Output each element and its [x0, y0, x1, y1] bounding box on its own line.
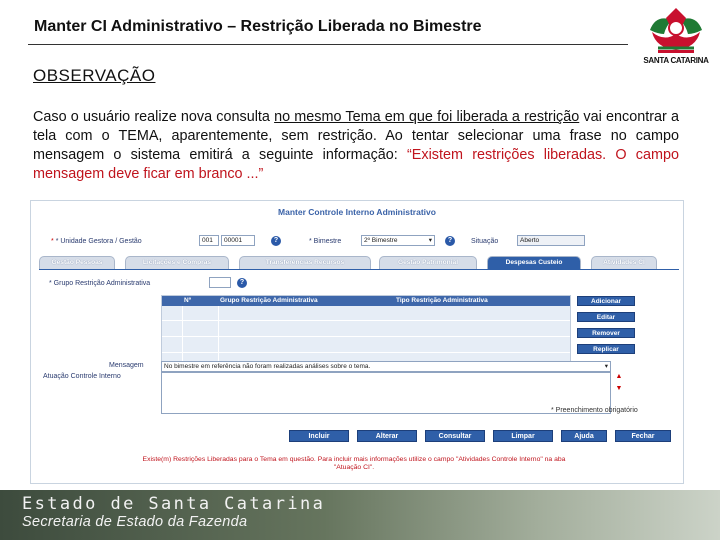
remover-button[interactable]: Remover: [577, 328, 635, 338]
chevron-down-icon: ▾: [604, 363, 608, 370]
col-header-grupo: Grupo Restrição Administrativa: [220, 297, 318, 304]
fechar-button[interactable]: Fechar: [615, 430, 671, 442]
app-screenshot: [30, 200, 684, 484]
col-header-tipo: Tipo Restrição Administrativa: [396, 297, 488, 304]
editar-button[interactable]: Editar: [577, 312, 635, 322]
help-icon[interactable]: ?: [271, 236, 281, 246]
replicar-button[interactable]: Replicar: [577, 344, 635, 354]
title-divider: [28, 44, 628, 45]
limpar-button[interactable]: Limpar: [493, 430, 553, 442]
unidade-gestora-label: * * Unidade Gestora / Gestão: [51, 238, 142, 245]
footer-state-name: Estado de Santa Catarina: [22, 494, 326, 514]
tab-atividades-ci[interactable]: Atividades CI: [591, 256, 657, 269]
alterar-button[interactable]: Alterar: [357, 430, 417, 442]
unidade-gestora-field[interactable]: 001: [199, 235, 219, 246]
bimestre-select[interactable]: [361, 235, 435, 246]
atuacao-textarea[interactable]: [161, 372, 611, 414]
arrow-up-icon[interactable]: ▲: [615, 373, 623, 380]
observation-paragraph: [33, 108, 679, 184]
bimestre-label: * Bimestre: [309, 238, 342, 245]
screen-title: Manter Controle Interno Administrativo: [278, 207, 436, 217]
grupo-restricao-field[interactable]: [209, 277, 231, 288]
table-row[interactable]: [162, 352, 570, 353]
para-underlined-text: no mesmo Tema em que foi liberada a restrição: [274, 109, 580, 125]
unidade-gestora-label-text: * Unidade Gestora / Gestão: [55, 238, 142, 245]
atuacao-label: Atuação Controle Interno: [43, 373, 121, 380]
grupo-restricao-label: * Grupo Restrição Administrativa: [49, 280, 151, 287]
table-row[interactable]: [162, 336, 570, 337]
slide-title: Manter CI Administrativo – Restrição Liberada no Bimestre: [34, 18, 482, 35]
restricoes-table: [161, 295, 571, 365]
ajuda-button[interactable]: Ajuda: [561, 430, 607, 442]
help-icon[interactable]: ?: [445, 236, 455, 246]
error-line-1: Existe(m) Restrições Liberadas para o Tema em questão. Para incluir mais informações utilize o campo "Atividades Controle Interno" na aba: [142, 456, 566, 463]
help-icon[interactable]: ?: [237, 278, 247, 288]
situacao-field: Aberto: [517, 235, 585, 246]
tab-despesas-custeio[interactable]: Despesas Custeio: [487, 256, 581, 269]
footer-secretariat: Secretaria de Estado da Fazenda: [22, 514, 248, 530]
gestao-field[interactable]: 00001: [221, 235, 255, 246]
tab-gestao-patrimonial[interactable]: Gestão Patrimonial: [379, 256, 477, 269]
bimestre-value: 2º Bimestre: [364, 237, 398, 244]
tab-underline: [39, 269, 679, 270]
error-message: [39, 456, 669, 472]
para-red-quote: “Existem restrições liberadas. O campo mensagem deve ficar em branco ...”: [33, 147, 679, 182]
situacao-label: Situação: [471, 238, 499, 245]
logo-caption: SANTA CATARINA: [643, 56, 709, 65]
para-text-2: vai encontrar a tela com o TEMA, aparentemente, sem restrição. Ao tentar selecionar uma frase no campo mensagem o sistema emitirá a seguinte informação:: [33, 109, 679, 163]
mensagem-select[interactable]: [161, 361, 611, 372]
observation-heading: OBSERVAÇÃO: [33, 66, 156, 85]
required-note: * Preenchimento obrigatório: [551, 407, 638, 414]
adicionar-button[interactable]: Adicionar: [577, 296, 635, 306]
error-line-2: "Atuação CI".: [333, 464, 375, 471]
tab-bar: [39, 256, 679, 269]
mensagem-label: Mensagem: [109, 362, 144, 369]
para-text-1: Caso o usuário realize nova consulta: [33, 109, 275, 125]
consultar-button[interactable]: Consultar: [425, 430, 485, 442]
tab-gestao-pessoas[interactable]: Gestão Pessoas: [39, 256, 115, 269]
table-header: [162, 296, 570, 306]
tab-transferencias-recursos[interactable]: Transferências Recursos: [239, 256, 371, 269]
table-row[interactable]: [162, 320, 570, 321]
tab-licitacoes-compras[interactable]: Licitações e Compras: [125, 256, 229, 269]
mensagem-value: No bimestre em referência não foram realizadas análises sobre o tema.: [164, 363, 371, 370]
incluir-button[interactable]: Incluir: [289, 430, 349, 442]
arrow-down-icon[interactable]: ▼: [615, 385, 623, 392]
chevron-down-icon: ▾: [428, 237, 432, 244]
col-header-numero: Nº: [184, 297, 192, 304]
